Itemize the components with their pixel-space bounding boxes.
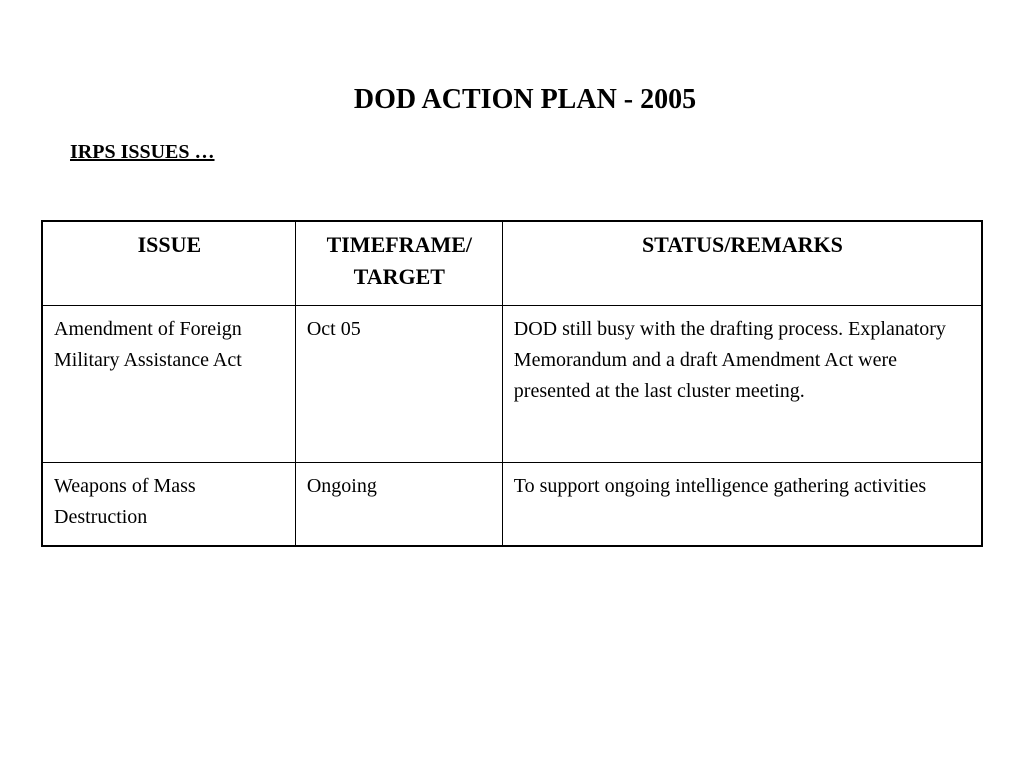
cell-timeframe: Oct 05 [295, 305, 502, 462]
section-subtitle: IRPS ISSUES … [70, 141, 215, 163]
table-row [42, 305, 982, 462]
header-status: STATUS/REMARKS [502, 221, 982, 305]
cell-status: To support ongoing intelligence gathering activities [502, 462, 982, 546]
header-timeframe-line1: TIMEFRAME/ [326, 232, 473, 257]
header-issue: ISSUE [42, 221, 295, 305]
cell-issue: Weapons of Mass Destruction [42, 462, 295, 546]
cell-status: DOD still busy with the drafting process. Explanatory Memorandum and a draft Amendment Act were presented at the last cluster meeting. [502, 305, 982, 462]
page-title: DOD ACTION PLAN - 2005 [353, 84, 697, 115]
cell-timeframe: Ongoing [295, 462, 502, 546]
cell-issue: Amendment of Foreign Military Assistance Act [42, 305, 295, 462]
table-row [42, 462, 982, 546]
table-header-row [42, 221, 982, 305]
header-timeframe [295, 221, 502, 305]
header-timeframe-line2: TARGET [353, 264, 445, 289]
action-plan-table [41, 220, 983, 547]
